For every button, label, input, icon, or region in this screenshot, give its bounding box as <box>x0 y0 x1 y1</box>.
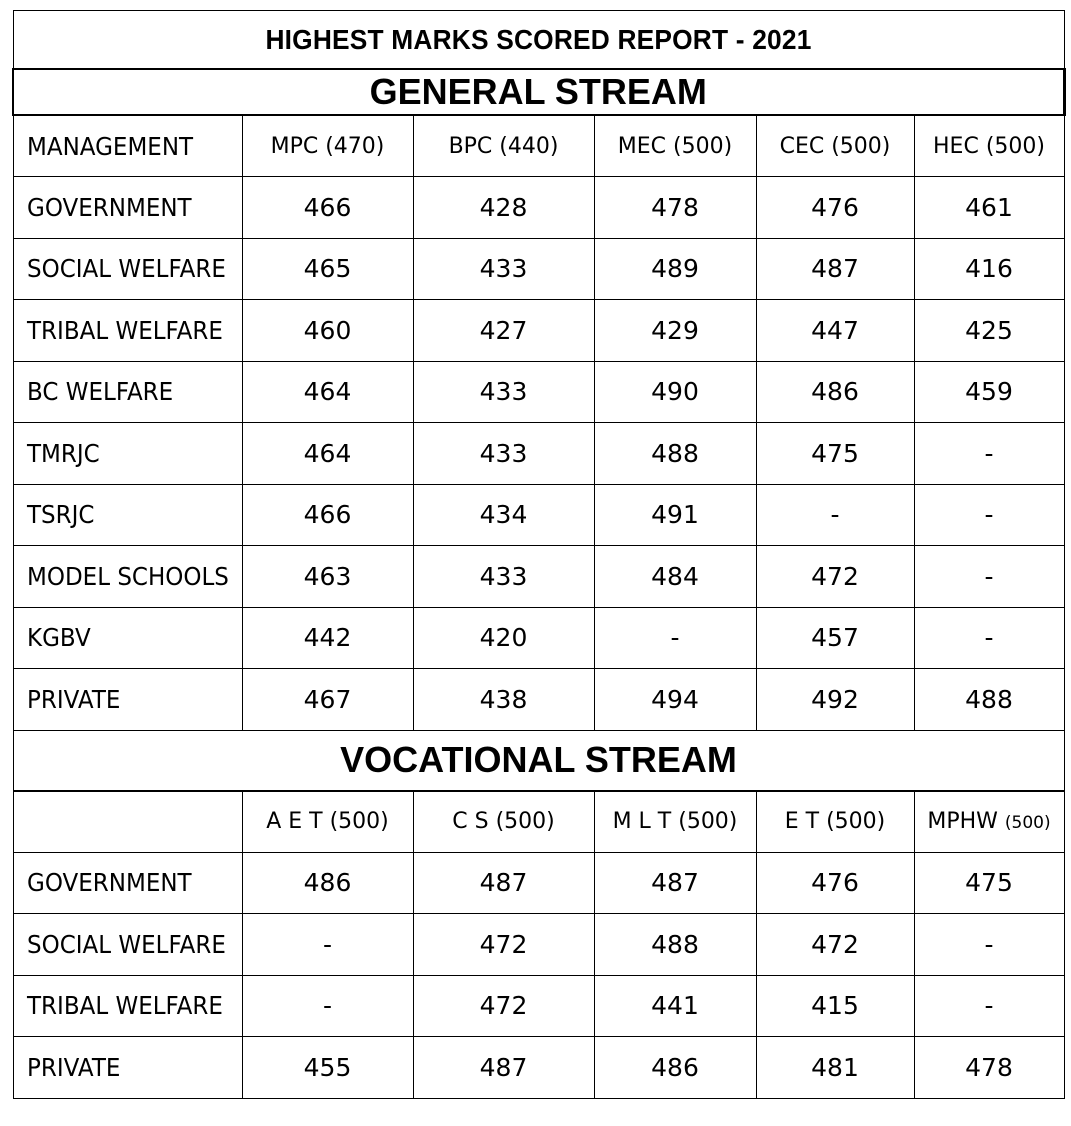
table-cell: 438 <box>413 669 594 731</box>
row-label: GOVERNMENT <box>13 177 242 239</box>
general-header-hec: HEC (500) <box>914 115 1064 177</box>
table-cell: 486 <box>242 852 413 914</box>
table-cell: - <box>914 484 1064 546</box>
table-cell: - <box>242 914 413 976</box>
table-cell: 487 <box>756 238 914 300</box>
table-cell: 457 <box>756 607 914 669</box>
table-cell: 481 <box>756 1037 914 1099</box>
table-cell: 494 <box>594 669 756 731</box>
mphw-label: MPHW <box>927 809 998 834</box>
table-cell: - <box>914 423 1064 485</box>
table-cell: 487 <box>413 1037 594 1099</box>
table-cell: 487 <box>594 852 756 914</box>
table-cell: 463 <box>242 546 413 608</box>
general-header-management: MANAGEMENT <box>13 115 242 177</box>
table-cell: 416 <box>914 238 1064 300</box>
row-label: TRIBAL WELFARE <box>13 300 242 362</box>
table-cell: 488 <box>914 669 1064 731</box>
row-label: MODEL SCHOOLS <box>13 546 242 608</box>
table-cell: 476 <box>756 177 914 239</box>
table-cell: 487 <box>413 852 594 914</box>
table-cell: 420 <box>413 607 594 669</box>
table-cell: 428 <box>413 177 594 239</box>
vocational-header-et: E T (500) <box>756 791 914 853</box>
table-cell: 466 <box>242 484 413 546</box>
table-row <box>13 484 1064 546</box>
table-cell: 478 <box>594 177 756 239</box>
row-label: GOVERNMENT <box>13 852 242 914</box>
table-cell: 475 <box>756 423 914 485</box>
general-header-bpc: BPC (440) <box>413 115 594 177</box>
row-label: PRIVATE <box>13 669 242 731</box>
table-row <box>13 423 1064 485</box>
table-cell: - <box>914 975 1064 1037</box>
table-cell: 486 <box>756 361 914 423</box>
general-header-mec: MEC (500) <box>594 115 756 177</box>
vocational-header-aet: A E T (500) <box>242 791 413 853</box>
table-cell: 429 <box>594 300 756 362</box>
table-cell: 464 <box>242 361 413 423</box>
table-cell: 464 <box>242 423 413 485</box>
table-cell: 459 <box>914 361 1064 423</box>
table-cell: 472 <box>756 546 914 608</box>
row-label: PRIVATE <box>13 1037 242 1099</box>
table-cell: 490 <box>594 361 756 423</box>
table-row <box>13 975 1064 1037</box>
vocational-header-cs: C S (500) <box>413 791 594 853</box>
table-row <box>13 669 1064 731</box>
row-label: TMRJC <box>13 423 242 485</box>
table-cell: 466 <box>242 177 413 239</box>
table-cell: 478 <box>914 1037 1064 1099</box>
table-row <box>13 361 1064 423</box>
row-label: SOCIAL WELFARE <box>13 914 242 976</box>
table-cell: 472 <box>413 975 594 1037</box>
table-cell: 488 <box>594 423 756 485</box>
table-cell: 433 <box>413 238 594 300</box>
table-cell: 489 <box>594 238 756 300</box>
table-cell: - <box>594 607 756 669</box>
highest-marks-report-table <box>12 10 1066 1099</box>
report-title-row <box>13 11 1064 70</box>
table-row <box>13 852 1064 914</box>
vocational-stream-heading-row <box>13 730 1064 791</box>
table-cell: 433 <box>413 423 594 485</box>
table-cell: 476 <box>756 852 914 914</box>
table-cell: 427 <box>413 300 594 362</box>
table-row <box>13 300 1064 362</box>
table-cell: 472 <box>756 914 914 976</box>
table-cell: 465 <box>242 238 413 300</box>
table-cell: 492 <box>756 669 914 731</box>
table-row <box>13 177 1064 239</box>
table-cell: 447 <box>756 300 914 362</box>
table-row <box>13 1037 1064 1099</box>
row-label: TSRJC <box>13 484 242 546</box>
vocational-header-mphw <box>914 791 1064 853</box>
table-cell: 461 <box>914 177 1064 239</box>
table-cell: 434 <box>413 484 594 546</box>
table-row <box>13 238 1064 300</box>
row-label: TRIBAL WELFARE <box>13 975 242 1037</box>
table-cell: - <box>756 484 914 546</box>
table-cell: - <box>914 607 1064 669</box>
table-cell: 415 <box>756 975 914 1037</box>
general-header-row <box>13 115 1064 177</box>
general-header-cec: CEC (500) <box>756 115 914 177</box>
table-row <box>13 914 1064 976</box>
table-cell: 484 <box>594 546 756 608</box>
table-cell: 425 <box>914 300 1064 362</box>
table-cell: 442 <box>242 607 413 669</box>
report-title: HIGHEST MARKS SCORED REPORT - 2021 <box>45 11 1033 70</box>
vocational-header-row <box>13 791 1064 853</box>
table-cell: 433 <box>413 361 594 423</box>
table-cell: 455 <box>242 1037 413 1099</box>
table-row <box>13 607 1064 669</box>
table-cell: 488 <box>594 914 756 976</box>
table-cell: - <box>914 914 1064 976</box>
table-cell: 460 <box>242 300 413 362</box>
general-header-mpc: MPC (470) <box>242 115 413 177</box>
table-cell: 467 <box>242 669 413 731</box>
vocational-header-mlt: M L T (500) <box>594 791 756 853</box>
table-cell: - <box>914 546 1064 608</box>
table-cell: 491 <box>594 484 756 546</box>
general-stream-heading: GENERAL STREAM <box>13 69 1064 115</box>
table-row <box>13 546 1064 608</box>
row-label: SOCIAL WELFARE <box>13 238 242 300</box>
mphw-unit: (500) <box>1004 813 1051 833</box>
table-cell: 433 <box>413 546 594 608</box>
table-cell: - <box>242 975 413 1037</box>
vocational-header-empty <box>13 791 242 853</box>
table-cell: 472 <box>413 914 594 976</box>
table-cell: 475 <box>914 852 1064 914</box>
table-cell: 486 <box>594 1037 756 1099</box>
table-cell: 441 <box>594 975 756 1037</box>
row-label: KGBV <box>13 607 242 669</box>
general-stream-heading-row <box>13 69 1064 115</box>
vocational-stream-heading: VOCATIONAL STREAM <box>13 730 1064 791</box>
row-label: BC WELFARE <box>13 361 242 423</box>
